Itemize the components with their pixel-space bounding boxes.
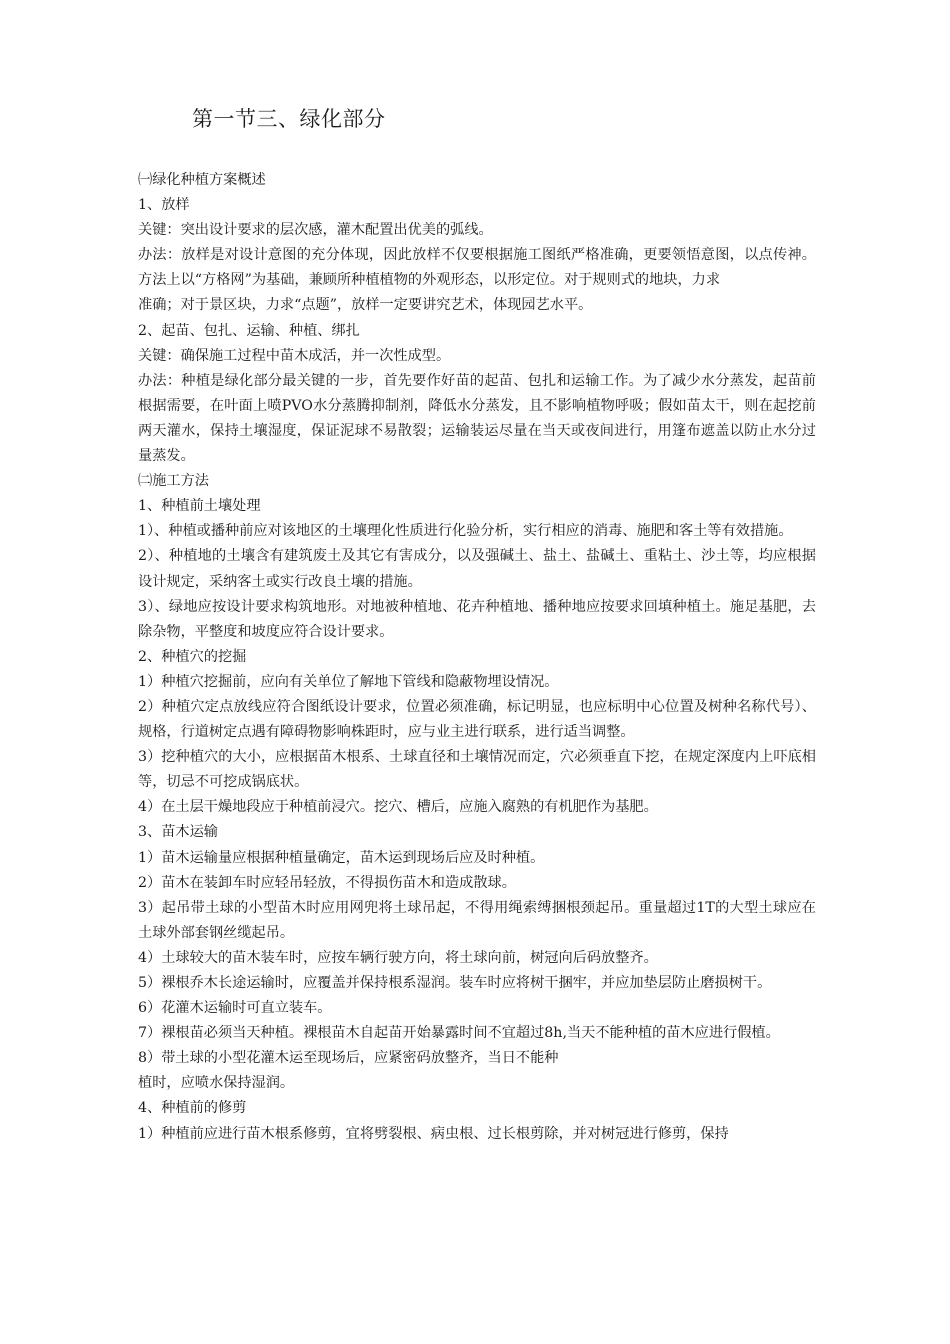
paragraph: 3）、绿地应按设计要求构筑地形。对地被种植地、花卉种植地、播种地应按要求回填种植土。施足基肥，去除杂物，平整度和坡度应符合设计要求。 [138, 598, 816, 640]
paragraph: 5）裸根乔木长途运输时，应覆盖并保持根系湿润。装车时应将树干捆牢，并应加垫层防止磨损树干。 [138, 975, 772, 991]
paragraph: 2）、种植地的土壤含有建筑废土及其它有害成分，以及强碱土、盐土、盐碱土、重粘土、沙土等，均应根据设计规定，采纳客土或实行改良土壤的措施。 [138, 548, 816, 590]
section-title: 第一节三、绿化部分 [192, 107, 386, 131]
paragraph: 办法：放样是对设计意图的充分体现，因此放样不仅要根据施工图纸严格准确，更要领悟意图，以点传神。方法上以“方格网”为基础，兼顾所种植植物的外观形态，以形定位。对于规则式的地块，力求 [138, 247, 816, 289]
paragraph: 关键：确保施工过程中苗木成活，并一次性成型。 [138, 347, 451, 364]
paragraph: 4）土球较大的苗木装车时，应按车辆行驶方向，将土球向前，树冠向后码放整齐。 [138, 949, 658, 966]
heading-construction-method: ㈡施工方法 [138, 473, 209, 490]
subheading-pit-digging: 2、种植穴的挖掘 [138, 648, 247, 665]
paragraph: 1）种植穴挖掘前，应向有关单位了解地下管线和隐蔽物埋设情况。 [138, 673, 559, 690]
paragraph: 3）起吊带土球的小型苗木时应用网兜将土球吊起，不得用绳索缚捆根颈起吊。重量超过1T的大型土球应在土球外部套钢丝缆起吊。 [138, 899, 816, 941]
paragraph: 8）带土球的小型花灌木运至现场后，应紧密码放整齐，当日不能种 [138, 1050, 559, 1067]
paragraph: 1）、种植或播种前应对该地区的土壤理化性质进行化验分析，实行相应的消毒、施肥和客土等有效措施。 [138, 523, 793, 540]
paragraph: 关键：突出设计要求的层次感，灌木配置出优美的弧线。 [138, 222, 493, 239]
paragraph: 1）苗木运输量应根据种植量确定，苗木运到现场后应及时种植。 [138, 849, 545, 866]
paragraph: 植时，应喷水保持湿润。 [138, 1075, 295, 1092]
subheading-layout: 1、放样 [138, 197, 190, 214]
paragraph: 2）苗木在装卸车时应轻吊轻放，不得损伤苗木和造成散球。 [138, 874, 516, 891]
document-body [138, 168, 816, 1147]
paragraph: 1）种植前应进行苗木根系修剪，宜将劈裂根、病虫根、过长根剪除，并对树冠进行修剪，保持 [138, 1125, 729, 1142]
paragraph: 4）在土层干燥地段应于种植前浸穴。挖穴、槽后，应施入腐熟的有机肥作为基肥。 [138, 799, 658, 816]
subheading-pre-planting-pruning: 4、种植前的修剪 [138, 1100, 247, 1117]
paragraph: 办法：种植是绿化部分最关键的一步，首先要作好苗的起苗、包扎和运输工作。为了减少水分蒸发，起苗前根据需要，在叶面上喷PVO水分蒸腾抑制剂，降低水分蒸发，且不影响植物呼吸；假如苗太干，则在起挖前两天灌水，保持土壤湿度，保证泥球不易散裂；运输装运尽量在当天或夜间进行，用篷布遮盖以防止水分过量蒸发。 [138, 372, 816, 465]
paragraph: 2）种植穴定点放线应符合图纸设计要求，位置必须准确，标记明显，也应标明中心位置及树种名称代号）、规格，行道树定点遇有障碍物影响株距时，应与业主进行联系，进行适当调整。 [138, 698, 816, 741]
paragraph: 7）裸根苗必须当天种植。裸根苗木自起苗开始暴露时间不宜超过8h,当天不能种植的苗木应进行假植。 [138, 1025, 780, 1042]
subheading-seedling-transportation: 3、苗木运输 [138, 824, 218, 841]
paragraph: 准确；对于景区块，力求“点题”，放样一定要讲究艺术，体现园艺水平。 [138, 297, 593, 314]
paragraph: 3）挖种植穴的大小，应根据苗木根系、土球直径和土壤情况而定，穴必须垂直下挖，在规定深度内上吓底相等，切忌不可挖成锅底状。 [138, 749, 816, 791]
subheading-seedling-transport: 2、起苗、包扎、运输、种植、绑扎 [138, 322, 360, 339]
paragraph: 6）花灌木运输时可直立装车。 [138, 1000, 332, 1017]
heading-planting-overview: ㈠绿化种植方案概述 [138, 172, 266, 188]
subheading-soil-treatment: 1、种植前土壤处理 [138, 498, 261, 515]
